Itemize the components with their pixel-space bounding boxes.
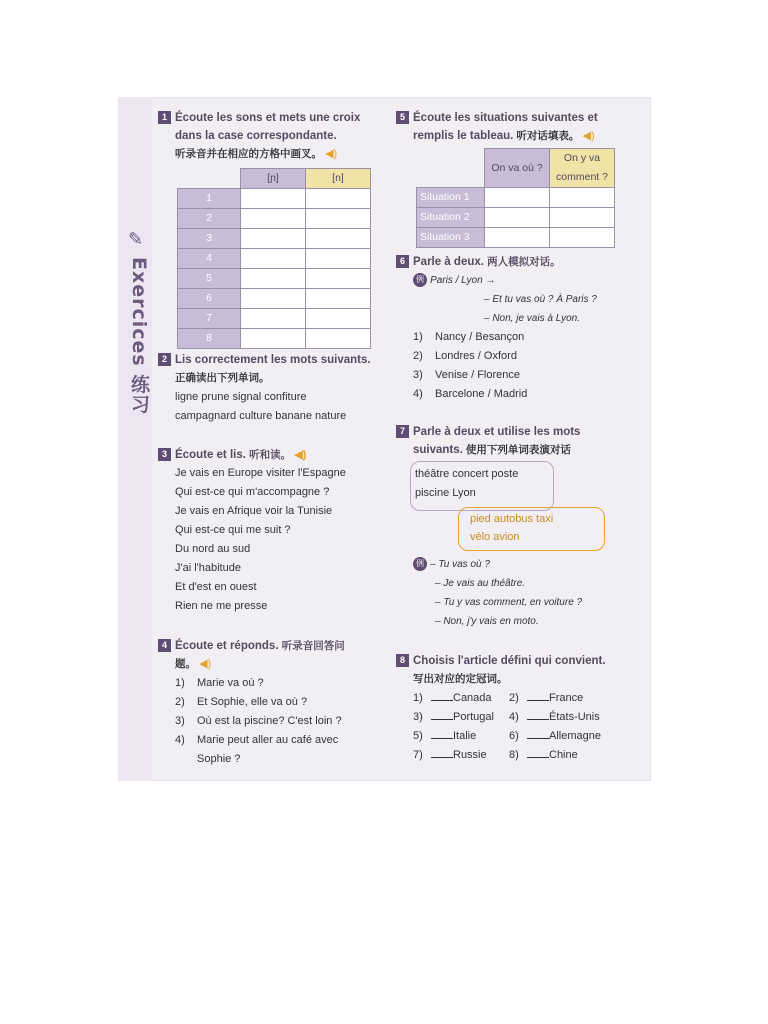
answer-blank[interactable] bbox=[431, 690, 453, 701]
table-cell[interactable] bbox=[306, 249, 371, 269]
table-cell[interactable] bbox=[306, 209, 371, 229]
exercise-number: 4 bbox=[158, 639, 171, 652]
exercise-title: suivants. bbox=[413, 444, 463, 456]
exercise-1 bbox=[158, 109, 383, 349]
example-text: Paris / Lyon → bbox=[430, 275, 496, 286]
answer-blank[interactable] bbox=[431, 747, 453, 758]
poem-line: Je vais en Afrique voir la Tunisie bbox=[175, 505, 333, 517]
list-item: 7) Russie 8) Chine bbox=[413, 749, 578, 761]
poem-line: Et d'est en ouest bbox=[175, 581, 257, 593]
table-cell[interactable] bbox=[306, 329, 371, 349]
dialogue-line: – Tu vas où ? bbox=[430, 559, 490, 570]
exercise-3 bbox=[158, 446, 383, 616]
word-line: vélo avion bbox=[470, 531, 520, 543]
answer-blank[interactable] bbox=[431, 709, 453, 720]
exercise-title-cn: 听对话填表。 bbox=[516, 130, 580, 142]
answer-blank[interactable] bbox=[527, 690, 549, 701]
table-cell[interactable] bbox=[241, 289, 306, 309]
exercise-title-cn: 写出对应的定冠词。 bbox=[413, 673, 508, 685]
pencil-icon: ✎ bbox=[128, 229, 144, 249]
poem-line: Je vais en Europe visiter l'Espagne bbox=[175, 467, 346, 479]
table-cell[interactable] bbox=[306, 229, 371, 249]
list-item: 1) Marie va où ? bbox=[175, 677, 264, 689]
example-badge: 例 bbox=[413, 557, 427, 571]
exercise-number: 8 bbox=[396, 654, 409, 667]
list-item: 1) Canada 2) France bbox=[413, 692, 584, 704]
table-cell[interactable] bbox=[550, 188, 615, 208]
example-text: – Et tu vas où ? À Paris ? bbox=[484, 294, 597, 305]
list-item: 4) Marie peut aller au café avec bbox=[175, 734, 339, 746]
table-row-label: 7 bbox=[178, 309, 241, 329]
exercise-title-cn: 听录音回答问 bbox=[281, 640, 345, 652]
answer-blank[interactable] bbox=[527, 709, 549, 720]
example-dialogue bbox=[413, 555, 643, 631]
table-cell[interactable] bbox=[485, 208, 550, 228]
table-cell[interactable] bbox=[241, 309, 306, 329]
table-cell[interactable] bbox=[241, 249, 306, 269]
table-cell[interactable] bbox=[306, 309, 371, 329]
exercise-number: 5 bbox=[396, 111, 409, 124]
exercise-title: Écoute les situations suivantes et bbox=[413, 112, 598, 124]
exercise-5 bbox=[396, 109, 646, 248]
speaker-icon: ◀) bbox=[325, 148, 338, 160]
poem-line: J'ai l'habitude bbox=[175, 562, 241, 574]
table-cell[interactable] bbox=[306, 289, 371, 309]
word-line: pied autobus taxi bbox=[470, 513, 554, 525]
exercise-8 bbox=[396, 652, 646, 765]
situation-table bbox=[416, 148, 615, 248]
side-label: Exercices 练习 bbox=[128, 257, 150, 415]
table-row-label: 2 bbox=[178, 209, 241, 229]
table-cell[interactable] bbox=[550, 208, 615, 228]
list-item: 3) Venise / Florence bbox=[413, 369, 520, 381]
exercise-title-cn: 听和读。 bbox=[249, 449, 292, 461]
poem-line: Qui est-ce qui me suit ? bbox=[175, 524, 291, 536]
speaker-icon: ◀) bbox=[199, 658, 212, 670]
exercise-title-cn: 正确读出下列单词。 bbox=[175, 372, 270, 384]
table-cell[interactable] bbox=[241, 329, 306, 349]
list-item: 1) Nancy / Besançon bbox=[413, 331, 525, 343]
table-cell[interactable] bbox=[550, 228, 615, 248]
list-item: 3) Portugal 4) États-Unis bbox=[413, 711, 600, 723]
table-cell[interactable] bbox=[485, 188, 550, 208]
table-cell[interactable] bbox=[241, 209, 306, 229]
exercise-title: Choisis l'article défini qui convient. bbox=[413, 655, 606, 667]
exercise-6 bbox=[396, 253, 646, 404]
exercise-7 bbox=[396, 423, 646, 460]
table-row-label: 5 bbox=[178, 269, 241, 289]
poem-line: Rien ne me presse bbox=[175, 600, 268, 612]
word-line: théâtre concert poste bbox=[415, 468, 519, 480]
table-cell[interactable] bbox=[241, 229, 306, 249]
list-item: 4) Barcelone / Madrid bbox=[413, 388, 528, 400]
dialogue-line: – Je vais au théâtre. bbox=[435, 578, 526, 589]
list-item: 5) Italie 6) Allemagne bbox=[413, 730, 601, 742]
exercise-title: Parle à deux et utilise les mots bbox=[413, 426, 581, 438]
exercise-number: 1 bbox=[158, 111, 171, 124]
exercise-number: 7 bbox=[396, 425, 409, 438]
table-cell[interactable] bbox=[306, 189, 371, 209]
table-row-label: 6 bbox=[178, 289, 241, 309]
list-item: 3) Où est la piscine? C'est loin ? bbox=[175, 715, 342, 727]
answer-blank[interactable] bbox=[527, 747, 549, 758]
exercise-number: 2 bbox=[158, 353, 171, 366]
exercise-title-cn: 听录音并在相应的方格中画叉。 bbox=[175, 148, 322, 160]
example-badge: 例 bbox=[413, 273, 427, 287]
exercise-number: 3 bbox=[158, 448, 171, 461]
table-row-label: Situation 2 bbox=[417, 208, 485, 228]
exercise-title: Écoute les sons et mets une croix bbox=[175, 112, 361, 124]
exercise-4 bbox=[158, 637, 383, 769]
exercise-title: Écoute et réponds. bbox=[175, 640, 279, 652]
table-row-label: 4 bbox=[178, 249, 241, 269]
sound-table bbox=[177, 168, 371, 349]
dialogue-line: – Non, j'y vais en moto. bbox=[435, 616, 539, 627]
example-text: – Non, je vais à Lyon. bbox=[484, 313, 580, 324]
speaker-icon: ◀) bbox=[294, 449, 307, 461]
list-item-continued: Sophie ? bbox=[197, 753, 241, 765]
side-strip bbox=[118, 97, 152, 781]
list-item: 2) Londres / Oxford bbox=[413, 350, 517, 362]
word-line: ligne prune signal confiture bbox=[175, 391, 307, 403]
table-cell[interactable] bbox=[306, 269, 371, 289]
exercise-title-cn: 两人模拟对话。 bbox=[487, 256, 561, 268]
table-header: On y va comment ? bbox=[550, 149, 615, 188]
exercise-title: dans la case correspondante. bbox=[175, 130, 337, 142]
table-row-label: Situation 1 bbox=[417, 188, 485, 208]
answer-blank[interactable] bbox=[527, 728, 549, 739]
exercise-2 bbox=[158, 351, 383, 426]
table-cell[interactable] bbox=[241, 269, 306, 289]
table-row-label: 3 bbox=[178, 229, 241, 249]
answer-blank[interactable] bbox=[431, 728, 453, 739]
poem-line: Qui est-ce qui m'accompagne ? bbox=[175, 486, 330, 498]
list-item: 2) Et Sophie, elle va où ? bbox=[175, 696, 308, 708]
poem-line: Du nord au sud bbox=[175, 543, 251, 555]
exercise-title: Lis correctement les mots suivants. bbox=[175, 354, 371, 366]
exercise-title-cn: 题。 bbox=[175, 658, 196, 670]
table-header: On va où ? bbox=[485, 149, 550, 188]
table-row-label: Situation 3 bbox=[417, 228, 485, 248]
table-cell[interactable] bbox=[485, 228, 550, 248]
table-header: [ɲ] bbox=[241, 169, 306, 189]
table-row-label: 1 bbox=[178, 189, 241, 209]
textbook-page bbox=[118, 97, 651, 781]
dialogue-line: – Tu y vas comment, en voiture ? bbox=[435, 597, 583, 608]
word-line: piscine Lyon bbox=[415, 487, 476, 499]
exercise-title: Écoute et lis. bbox=[175, 449, 246, 461]
exercise-title: Parle à deux. bbox=[413, 256, 484, 268]
table-cell[interactable] bbox=[241, 189, 306, 209]
table-row-label: 8 bbox=[178, 329, 241, 349]
table-header: [n] bbox=[306, 169, 371, 189]
speaker-icon: ◀) bbox=[582, 130, 595, 142]
exercise-number: 6 bbox=[396, 255, 409, 268]
exercise-title: remplis le tableau. bbox=[413, 130, 514, 142]
exercise-title-cn: 使用下列单词表演对话 bbox=[465, 444, 571, 456]
word-line: campagnard culture banane nature bbox=[175, 410, 347, 422]
